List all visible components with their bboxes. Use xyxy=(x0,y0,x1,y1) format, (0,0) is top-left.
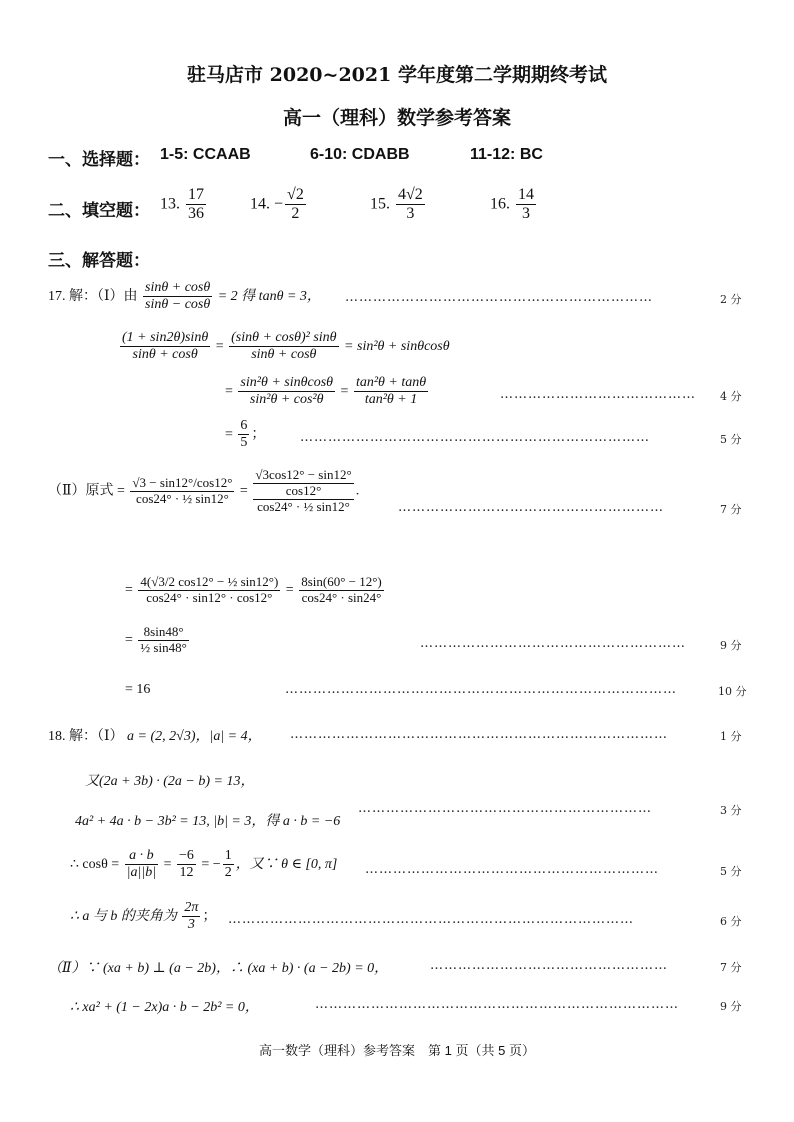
solve-section-label: 三、解答题： xyxy=(48,251,150,271)
p17-part2-line2: = $\frac{\text{4(√3/2 cos12° − ½ sin12°)}}{\cos 24^\circ \cdot \sin 12^\circ \cdot \cos 12^\circ}$ = $\frac{8\sin(60^\circ - 12^\circ)}{\cos 24^\circ \cdot \sin 24^\circ}$ xyxy=(125,574,382,605)
p18-leader-1: ……………………………………………………………………… xyxy=(290,727,668,742)
p17-leader-1: ………………………………………………………… xyxy=(345,290,653,305)
p17-line4: = $\frac{6}{5}$ ； xyxy=(225,418,266,451)
p18-score-1: 1 分 xyxy=(720,730,742,743)
p18-leader-3: ……………………………………………………… xyxy=(358,801,652,816)
p18-leader-7: …………………………………………………………………… xyxy=(315,997,679,1012)
p18-line6: （Ⅱ）∵ (xa + b) ⊥ (a − 2b)，∴ (xa + b) · (a − 2b) = 0， xyxy=(48,961,389,976)
p17-line1: 17. 解：（Ⅰ）由 $\frac{\sin\theta + \cos\theta}{\sin\theta - \cos\theta}$ = 2 得 tanθ = 3， xyxy=(48,280,321,313)
p17-score-p2: 7 分 xyxy=(720,503,742,516)
p17-leader-3: …………………………………… xyxy=(500,387,696,402)
choice-answers-3: 11-12: BC xyxy=(470,146,543,163)
p17-part2-line1: （Ⅱ）原式 = $\frac{√3 - \sin 12^\circ/\cos 12^\circ}{\text{cos24° · ½ sin12°}}$ = √3cos12° − sin12° cos12° cos24° · ½ sin12° . xyxy=(48,467,360,514)
p17-score-4: 5 分 xyxy=(720,433,742,446)
choice-answers-1: 1-5: CCAAB xyxy=(160,146,251,163)
p18-leader-6: …………………………………………… xyxy=(430,958,668,973)
p18-line2: 又(2a + 3b) · (2a − b) = 13， xyxy=(85,774,255,789)
choice-answers-2: 6-10: CDABB xyxy=(310,146,410,163)
fill-q15: 15. $\frac{4√2}{3}$ xyxy=(370,186,423,223)
p18-line5: ∴ a 与 b 的夹角为 $\frac{2\pi}{3}$ ； xyxy=(70,900,217,933)
p17-leader-p2: ………………………………………………… xyxy=(398,500,664,515)
p18-line7: ∴ xa² + (1 − 2x)a · b − 2b² = 0， xyxy=(70,1000,259,1015)
p17-leader-4: ………………………………………………………………… xyxy=(300,430,650,445)
p17-leader-e: ………………………………………………… xyxy=(420,636,686,651)
p18-line4: ∴ cosθ = $\frac{a \cdot b}{|a||b|}$ = $\frac{-6}{12}$ = − $\frac{1}{2}$ ，又∵ θ ∈ [0, π] xyxy=(70,848,338,881)
fill-q16: 16. $\frac{14}{3}$ xyxy=(490,186,534,223)
p17-part2-line4: = 16 xyxy=(125,682,151,697)
p17-line3: = $\frac{\text{sin²θ + sinθcosθ}}{\text{sin²θ + cos²θ}}$ = $\frac{\text{tan²θ + tanθ}}{\text{tan²θ + 1}}$ xyxy=(225,375,427,408)
fill-q14: 14. − $\frac{√2}{2}$ xyxy=(250,186,304,223)
p17-score-e: 9 分 xyxy=(720,639,742,652)
choice-section-label: 一、选择题： xyxy=(48,150,150,170)
p17-score-1: 2 分 xyxy=(720,293,742,306)
p17-part2-line3: = $\frac{8\sin 48^\circ}{\text{½ sin48°}}$ xyxy=(125,624,187,655)
p17-line2: $\frac{(1 + \sin 2\theta)\sin\theta}{\sin\theta + \cos\theta}$ = $\frac{\text{(sinθ + cosθ)² sinθ}}{\sin\theta + \cos\theta}$ = sin²θ + sinθcosθ xyxy=(122,330,450,363)
p18-score-3: 3 分 xyxy=(720,804,742,817)
fill-q13: 13. $\frac{17}{36}$ xyxy=(160,186,204,223)
p18-leader-5: …………………………………………………………………………… xyxy=(228,912,634,927)
p17-leader-f: ………………………………………………………………………… xyxy=(285,682,677,697)
p17-score-3: 4 分 xyxy=(720,390,742,403)
p18-line1: 18. 解：（Ⅰ） a = (2, 2√3)，|a| = 4， xyxy=(48,729,262,744)
p18-score-4: 5 分 xyxy=(720,865,742,878)
p18-score-5: 6 分 xyxy=(720,915,742,928)
page-title: 驻马店市 2020~2021 学年度第二学期期终考试 xyxy=(187,64,607,86)
p18-leader-4: ……………………………………………………… xyxy=(365,862,659,877)
fill-section-label: 二、填空题： xyxy=(48,201,150,221)
p17-score-f: 10 分 xyxy=(718,685,747,698)
p18-score-6: 7 分 xyxy=(720,961,742,974)
page-footer: 高一数学（理科）参考答案 第 1 页（共 5 页） xyxy=(259,1043,535,1058)
p18-line3: 4a² + 4a · b − 3b² = 13, |b| = 3，得 a · b = −6 xyxy=(75,814,341,829)
p18-score-7: 9 分 xyxy=(720,1000,742,1013)
page-subtitle: 高一（理科）数学参考答案 xyxy=(282,107,511,129)
